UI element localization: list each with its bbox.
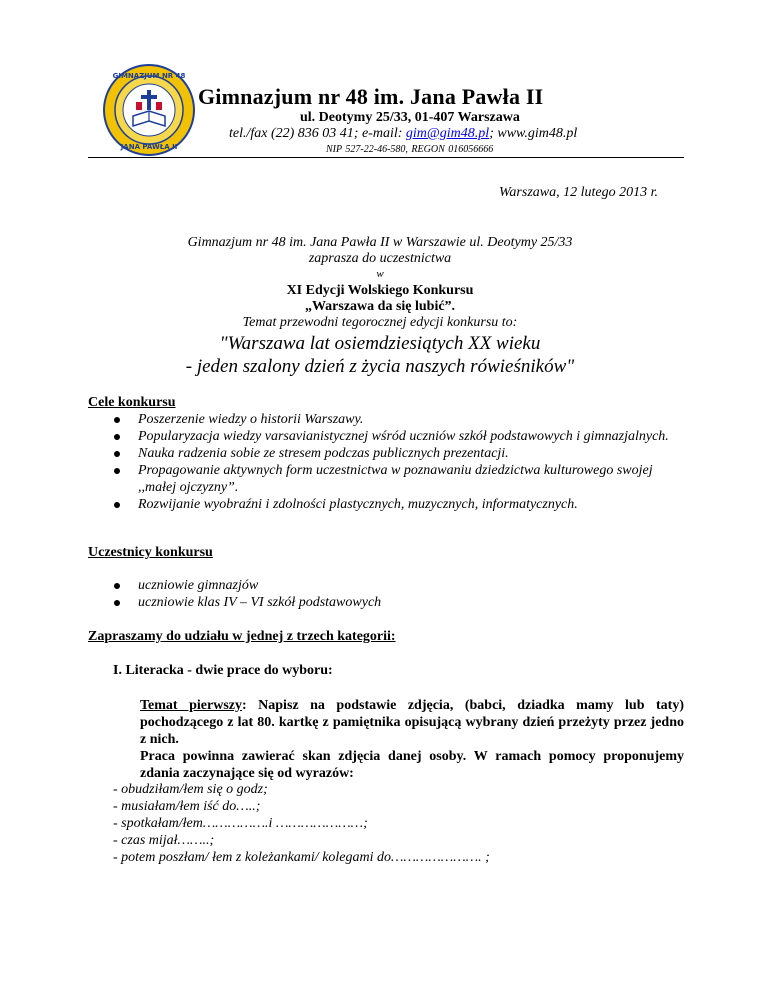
list-item [110, 496, 670, 513]
contact-prefix: tel./fax (22) 836 03 41; e-mail: [229, 126, 406, 141]
school-address: ul. Deotymy 25/33, 01-407 Warszawa [300, 110, 520, 125]
contest-title: „Warszawa da się lubić”. [304, 299, 456, 314]
theme-line-2: - jeden szalony dzień z życia naszych rówieśników" [185, 356, 575, 377]
theme-line-1: "Warszawa lat osiemdziesiątych XX wieku [219, 333, 541, 354]
literary-category-heading: I. Literacka - dwie prace do wyboru: [113, 663, 333, 678]
contact-suffix: ; www.gim48.pl [489, 126, 578, 141]
prompt-item: - spotkałam/łem…………….i …………………; [113, 816, 368, 831]
letter-date: Warszawa, 12 lutego 2013 r. [499, 185, 658, 200]
participants-list [110, 577, 670, 611]
topic-text-2: Praca powinna zawierać skan zdjęcia danej osoby. W ramach pomocy proponujemy zdania zaczynające się od wyrazów: [140, 749, 684, 781]
school-name: Gimnazjum nr 48 im. Jana Pawła II [198, 84, 544, 109]
contest-edition: XI Edycji Wolskiego Konkursu [286, 283, 474, 298]
goal-text: Poszerzenie wiedzy o historii Warszawy. [138, 412, 364, 427]
prompt-item: - musiałam/łem iść do…..; [113, 799, 261, 814]
bullet-icon [114, 583, 120, 589]
goal-text: Propagowanie aktywnych form uczestnictwa w poznawaniu dziedzictwa kulturowego swojej ,,małej ojczyzny”. [138, 463, 653, 495]
prompt-item: - obudziłam/łem się o godz; [113, 782, 268, 797]
list-item [110, 445, 670, 462]
list-item [110, 428, 670, 445]
prompt-item: - czas mijał……..; [113, 833, 215, 848]
prompt-item: - potem poszłam/ łem z koleżankami/ kolegami do…………………. ; [113, 850, 490, 865]
email-link[interactable]: gim@gim48.pl [405, 126, 490, 141]
invitation-line-2: zaprasza do uczestnictwa [308, 251, 452, 266]
school-contact [229, 126, 577, 142]
goal-text: Nauka radzenia sobie ze stresem podczas publicznych prezentacji. [138, 446, 509, 461]
list-item [110, 462, 670, 496]
bullet-icon [114, 434, 120, 440]
list-item [110, 577, 670, 594]
participant-text: uczniowie klas IV – VI szkół podstawowych [138, 595, 382, 610]
svg-text:JANA PAWŁA II: JANA PAWŁA II [120, 143, 178, 151]
goal-text: Popularyzacja wiedzy varsavianistycznej wśród uczniów szkół podstawowych i gimnazjalnych. [138, 429, 669, 444]
bullet-icon [114, 468, 120, 474]
prompt-list [113, 781, 490, 866]
school-logo-emblem [103, 64, 195, 156]
svg-text:GIMNAZJUM NR 48: GIMNAZJUM NR 48 [112, 72, 186, 80]
theme-intro: Temat przewodni tegorocznej edycji konkursu to: [242, 315, 518, 330]
list-item [110, 594, 670, 611]
goal-text: Rozwijanie wyobraźni i zdolności plastycznych, muzycznych, informatycznych. [138, 497, 578, 512]
header-divider [88, 157, 684, 158]
goals-heading: Cele konkursu [88, 395, 176, 410]
goals-list [110, 411, 670, 513]
bullet-icon [114, 600, 120, 606]
bullet-icon [114, 502, 120, 508]
list-item [110, 411, 670, 428]
invitation-line-1: Gimnazjum nr 48 im. Jana Pawła II w Warszawie ul. Deotymy 25/33 [187, 235, 573, 250]
participant-text: uczniowie gimnazjów [138, 578, 259, 593]
categories-heading: Zapraszamy do udziału w jednej z trzech kategorii: [88, 629, 396, 644]
invitation-line-3: w [376, 268, 384, 280]
bullet-icon [114, 417, 120, 423]
school-ids: NIP 527-22-46-580, REGON 016056666 [326, 144, 494, 155]
bullet-icon [114, 451, 120, 457]
topic-label: Temat pierwszy [140, 698, 242, 713]
topic-text: : Napisz na podstawie zdjęcia, (babci, dziadka mamy lub taty) pochodzącego z lat 80. kartkę z pamiętnika opisującą wybrany dzień przeżyty przez jedno z nich. [140, 698, 684, 747]
topic-description [140, 697, 684, 782]
participants-heading: Uczestnicy konkursu [88, 545, 213, 560]
